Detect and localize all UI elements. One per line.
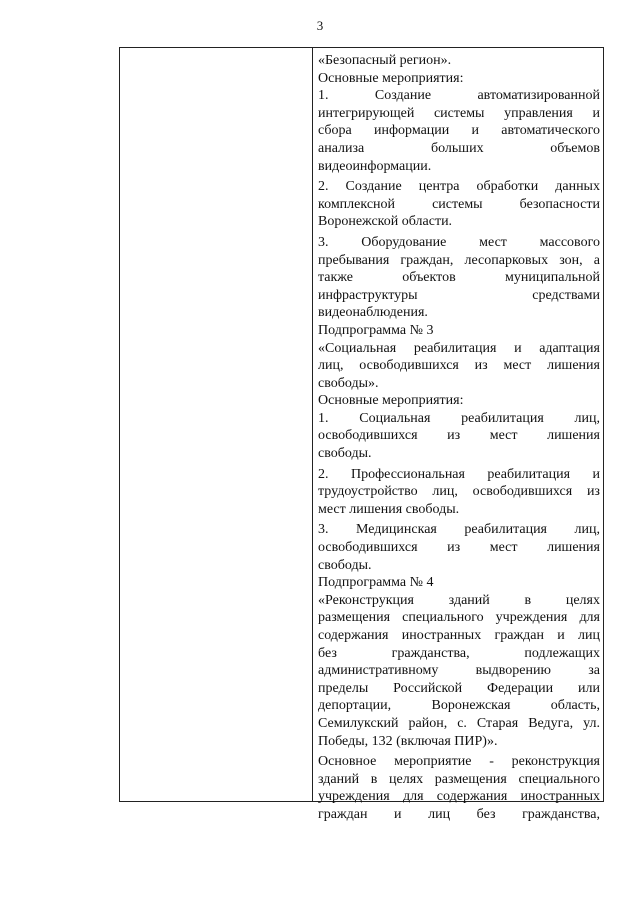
text-line xyxy=(318,521,600,539)
text-word: в xyxy=(370,771,378,787)
text-line xyxy=(318,122,600,140)
text-word: а xyxy=(593,252,600,268)
text-word: пределы xyxy=(318,680,369,696)
text-word: мест xyxy=(479,234,507,250)
text-word: мероприятие xyxy=(394,754,472,770)
text-line xyxy=(318,609,600,627)
text-word: размещения xyxy=(318,610,391,626)
text-word: реабилитация xyxy=(464,522,547,538)
text-word: специального xyxy=(402,610,484,626)
text-word: мест xyxy=(489,540,518,556)
text-word: целях xyxy=(565,592,600,608)
text-line xyxy=(318,483,600,501)
text-word: центра xyxy=(418,179,460,195)
text-word: гражданства, xyxy=(391,645,470,661)
text-word: Медицинская xyxy=(356,522,437,538)
text-word: без xyxy=(476,806,496,822)
text-word: и xyxy=(471,123,480,139)
text-word: без xyxy=(318,645,337,661)
text-line xyxy=(318,771,600,789)
text-word: реабилитация xyxy=(461,410,544,426)
text-word: Старая xyxy=(476,715,519,731)
text-word: «Реконструкция xyxy=(318,592,414,608)
text-line xyxy=(318,662,600,680)
text-line xyxy=(318,680,600,698)
text-word: 1. xyxy=(318,88,329,104)
text-line xyxy=(318,715,600,733)
text-word: объектов xyxy=(402,270,456,286)
text-line xyxy=(318,466,600,484)
text-line: Основные мероприятия: xyxy=(318,70,464,86)
text-line xyxy=(318,252,600,270)
text-word: зданий xyxy=(448,592,490,608)
text-word: «Социальная xyxy=(318,340,397,356)
text-line: Воронежской области. xyxy=(318,214,453,230)
text-word: пребывания xyxy=(318,252,390,268)
text-word: автоматизированной xyxy=(477,88,600,104)
text-word: реконструкция xyxy=(511,754,600,770)
text-word: в xyxy=(524,592,532,608)
text-line xyxy=(318,340,600,358)
text-word: сбора xyxy=(318,123,352,139)
text-word: управления xyxy=(504,105,573,121)
text-word: - xyxy=(489,754,494,770)
text-line xyxy=(318,410,600,428)
text-word: реабилитация xyxy=(413,340,497,356)
text-word: зон, xyxy=(559,252,583,268)
text-line: свободы. xyxy=(318,557,372,573)
text-word: лишения xyxy=(547,428,600,444)
text-word: массового xyxy=(539,234,600,250)
text-word: район, xyxy=(408,715,448,731)
text-line xyxy=(318,178,600,196)
text-word: лиц, xyxy=(318,358,344,374)
text-word: лесопарковых xyxy=(464,252,549,268)
text-word: системы xyxy=(432,196,483,212)
document-table xyxy=(119,47,604,822)
text-word: лиц, xyxy=(574,410,600,426)
text-word: и xyxy=(514,340,522,356)
text-word: лиц, xyxy=(574,522,600,538)
text-word: освободившихся xyxy=(472,484,573,500)
text-word: из xyxy=(586,484,600,500)
text-word: граждан xyxy=(494,628,544,643)
text-line xyxy=(318,806,600,824)
text-word: лишения xyxy=(547,540,600,556)
text-word: выдворению xyxy=(475,663,551,679)
text-line xyxy=(318,697,600,715)
text-word: с. xyxy=(457,715,467,731)
text-word: лиц xyxy=(428,806,451,822)
text-word: иностранных xyxy=(520,789,600,805)
text-word: и xyxy=(557,628,565,643)
text-word: Создание xyxy=(374,88,432,104)
text-line: свободы. xyxy=(318,446,372,462)
text-word: депортации, xyxy=(318,698,392,714)
text-line: видеонаблюдения. xyxy=(318,305,428,321)
text-word: 1. xyxy=(318,410,329,426)
text-word: гражданства, xyxy=(522,806,600,822)
text-line: мест лишения свободы. xyxy=(318,501,460,517)
text-word: также xyxy=(318,270,354,286)
text-word: комплексной xyxy=(318,196,396,212)
text-word: Социальная xyxy=(359,410,431,426)
text-word: Создание xyxy=(345,179,402,195)
text-word: Воронежская xyxy=(431,698,511,714)
text-word: больших xyxy=(430,140,484,156)
text-word: ул. xyxy=(583,715,600,731)
text-line: видеоинформации. xyxy=(318,158,432,174)
text-word: лиц xyxy=(578,628,600,643)
text-line xyxy=(318,753,600,771)
text-line: Подпрограмма № 3 xyxy=(318,322,434,338)
text-word: за xyxy=(588,663,600,679)
text-word: Оборудование xyxy=(361,234,447,250)
text-word: размещения xyxy=(434,771,507,787)
text-word: обработки xyxy=(476,179,539,195)
text-word: содержания xyxy=(436,789,508,805)
page-number: 3 xyxy=(316,18,324,33)
text-line xyxy=(318,592,600,610)
text-word: административному xyxy=(318,663,439,679)
text-word: специального xyxy=(518,771,600,787)
text-line xyxy=(318,788,600,806)
text-line xyxy=(318,105,600,123)
text-line xyxy=(318,234,600,252)
text-line xyxy=(318,140,600,158)
text-word: целях xyxy=(389,771,424,787)
table-left-column xyxy=(120,48,313,801)
text-word: освободившихся xyxy=(359,358,459,374)
text-line xyxy=(318,627,600,645)
text-word: для xyxy=(402,789,424,805)
text-word: 2. xyxy=(318,179,329,195)
text-word: автоматического xyxy=(501,123,600,139)
text-word: из xyxy=(474,358,488,374)
text-line xyxy=(318,427,600,445)
text-word: освободившихся xyxy=(318,428,418,444)
text-word: и xyxy=(592,105,600,121)
text-word: объемов xyxy=(550,140,600,156)
text-line xyxy=(318,196,600,214)
text-word: Семилукский xyxy=(318,715,399,731)
text-word: из xyxy=(447,540,461,556)
text-word: 3. xyxy=(318,234,329,250)
text-line xyxy=(318,87,600,105)
text-word: область, xyxy=(550,698,600,714)
text-line xyxy=(318,357,600,375)
text-word: граждан xyxy=(318,806,368,822)
text-word: лишения xyxy=(547,358,600,374)
text-word: для xyxy=(579,610,600,626)
text-word: 3. xyxy=(318,522,329,538)
text-word: лиц, xyxy=(432,484,458,500)
text-word: или xyxy=(578,680,600,696)
text-word: реабилитация xyxy=(487,466,571,482)
text-word: граждан, xyxy=(400,252,454,268)
text-word: 2. xyxy=(318,466,329,482)
text-word: адаптация xyxy=(539,340,600,356)
text-word: трудоустройство xyxy=(318,484,418,500)
table-right-column xyxy=(313,48,603,822)
text-word: мест xyxy=(503,358,532,374)
text-word: учреждения xyxy=(495,610,568,626)
text-line: Подпрограмма № 4 xyxy=(318,575,434,591)
text-line xyxy=(318,287,600,305)
text-word: из xyxy=(447,428,461,444)
text-word: иностранных xyxy=(401,628,482,643)
text-line xyxy=(318,645,600,663)
text-word: мест xyxy=(489,428,518,444)
text-word: содержания xyxy=(318,628,389,643)
text-word: и xyxy=(592,466,600,482)
text-word: Российской xyxy=(393,680,463,696)
text-line xyxy=(318,539,600,557)
text-word: и xyxy=(394,806,402,822)
text-word: Профессиональная xyxy=(350,466,465,482)
text-word: Ведуга, xyxy=(528,715,574,731)
text-word: безопасности xyxy=(519,196,600,212)
text-word: освободившихся xyxy=(318,540,418,556)
text-word: зданий xyxy=(318,771,360,787)
text-line xyxy=(318,269,600,287)
text-word: анализа xyxy=(318,140,365,156)
text-line: Победы, 132 (включая ПИР)». xyxy=(318,733,498,749)
text-word: данных xyxy=(555,179,600,195)
text-line: Основные мероприятия: xyxy=(318,393,464,409)
text-word: интегрирующей xyxy=(318,105,415,121)
text-word: Основное xyxy=(318,754,377,770)
text-word: муниципальной xyxy=(504,270,600,286)
text-line: «Безопасный регион». xyxy=(318,53,452,68)
text-word: подлежащих xyxy=(524,645,600,661)
text-word: учреждения xyxy=(318,789,390,805)
text-word: средствами xyxy=(532,287,600,303)
text-word: инфраструктуры xyxy=(318,287,418,303)
text-line: свободы». xyxy=(318,375,379,391)
text-word: Федерации xyxy=(487,680,554,696)
text-word: системы xyxy=(433,105,485,121)
text-word: информации xyxy=(373,123,450,139)
